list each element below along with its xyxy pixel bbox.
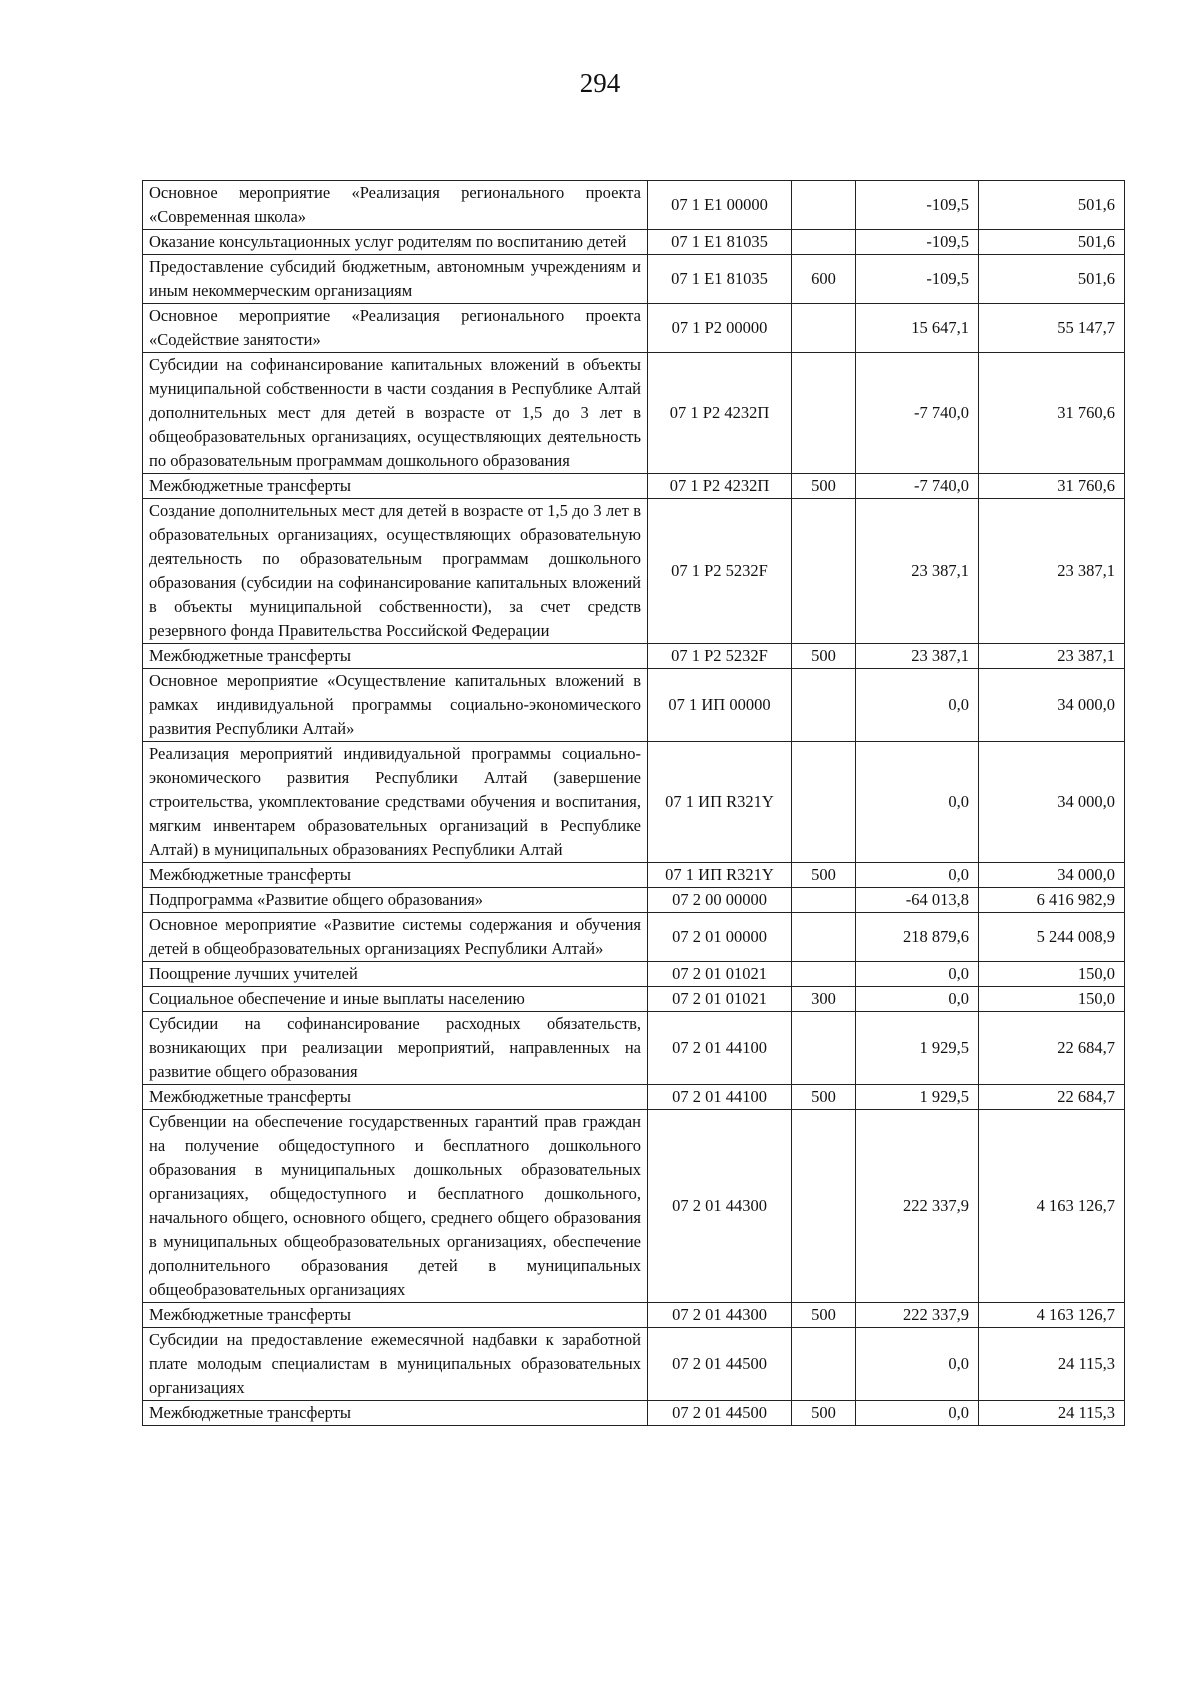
budget-table [142,180,1125,1426]
table-row [143,304,1125,353]
row-expense-type: 500 [792,863,856,888]
row-name: Межбюджетные трансферты [143,863,648,888]
row-target-code: 07 2 01 01021 [648,962,792,987]
row-amount-2: 4 163 126,7 [979,1303,1125,1328]
row-target-code: 07 1 ИП R321Y [648,742,792,863]
row-expense-type [792,304,856,353]
row-target-code: 07 2 01 44300 [648,1110,792,1303]
row-target-code: 07 2 01 44100 [648,1085,792,1110]
row-expense-type: 500 [792,1085,856,1110]
row-amount-1: 0,0 [856,1401,979,1426]
row-amount-2: 31 760,6 [979,353,1125,474]
row-amount-2: 5 244 008,9 [979,913,1125,962]
row-amount-2: 501,6 [979,181,1125,230]
row-amount-1: 218 879,6 [856,913,979,962]
row-amount-1: 0,0 [856,669,979,742]
row-amount-1: 0,0 [856,987,979,1012]
row-expense-type [792,1328,856,1401]
table-row [143,255,1125,304]
table-row [143,181,1125,230]
row-amount-1: 1 929,5 [856,1012,979,1085]
row-amount-1: 15 647,1 [856,304,979,353]
row-amount-1: 23 387,1 [856,644,979,669]
table-row [143,353,1125,474]
table-row [143,742,1125,863]
table-row [143,1401,1125,1426]
row-amount-1: 0,0 [856,742,979,863]
row-name: Субсидии на софинансирование расходных обязательств, возникающих при реализации мероприятий, направленных на развитие общего образования [143,1012,648,1085]
row-name: Основное мероприятие «Осуществление капитальных вложений в рамках индивидуальной программы социально-экономического развития Республики Алтай» [143,669,648,742]
row-name: Социальное обеспечение и иные выплаты населению [143,987,648,1012]
row-target-code: 07 2 01 00000 [648,913,792,962]
row-amount-2: 34 000,0 [979,863,1125,888]
row-expense-type: 500 [792,1303,856,1328]
row-amount-1: 0,0 [856,863,979,888]
row-name: Создание дополнительных мест для детей в возрасте от 1,5 до 3 лет в образовательных организациях, осуществляющих образовательную деятельность по образовательным программам дошкольного образования (субсидии на софинансирование капитальных вложений в объекты муниципальной собственности), за счет средств резервного фонда Правительства Российской Федерации [143,499,648,644]
row-name: Основное мероприятие «Развитие системы содержания и обучения детей в общеобразовательных организациях Республики Алтай» [143,913,648,962]
row-amount-2: 150,0 [979,962,1125,987]
row-amount-2: 24 115,3 [979,1401,1125,1426]
row-expense-type [792,230,856,255]
page-number: 294 [579,68,621,98]
row-amount-2: 22 684,7 [979,1012,1125,1085]
row-target-code: 07 2 01 01021 [648,987,792,1012]
row-expense-type [792,1110,856,1303]
row-name: Межбюджетные трансферты [143,1303,648,1328]
row-name: Межбюджетные трансферты [143,474,648,499]
row-amount-2: 501,6 [979,255,1125,304]
table-row [143,1085,1125,1110]
row-target-code: 07 1 P2 00000 [648,304,792,353]
row-amount-2: 22 684,7 [979,1085,1125,1110]
row-amount-2: 24 115,3 [979,1328,1125,1401]
row-amount-1: -109,5 [856,230,979,255]
row-expense-type [792,962,856,987]
row-expense-type [792,742,856,863]
row-expense-type [792,888,856,913]
row-expense-type: 300 [792,987,856,1012]
table-row [143,888,1125,913]
row-target-code: 07 2 01 44300 [648,1303,792,1328]
row-amount-2: 23 387,1 [979,644,1125,669]
row-name: Субсидии на софинансирование капитальных вложений в объекты муниципальной собственности в части создания в Республике Алтай дополнительных мест для детей в возрасте от 1,5 до 3 лет в общеобразовательных организациях, осуществляющих деятельность по образовательным программам дошкольного образования [143,353,648,474]
row-amount-1: 23 387,1 [856,499,979,644]
row-amount-1: 0,0 [856,1328,979,1401]
row-name: Реализация мероприятий индивидуальной программы социально-экономического развития Республики Алтай (завершение строительства, укомплектование средствами обучения и воспитания, мягким инвентарем образовательных организаций в Республике Алтай) в муниципальных образованиях Республики Алтай [143,742,648,863]
table-row [143,863,1125,888]
row-name: Основное мероприятие «Реализация регионального проекта «Содействие занятости» [143,304,648,353]
table-row [143,913,1125,962]
table-row [143,1110,1125,1303]
table-row [143,644,1125,669]
row-amount-1: 222 337,9 [856,1303,979,1328]
row-name: Субсидии на предоставление ежемесячной надбавки к заработной плате молодым специалистам в муниципальных образовательных организациях [143,1328,648,1401]
row-target-code: 07 1 E1 81035 [648,255,792,304]
row-target-code: 07 2 01 44100 [648,1012,792,1085]
row-expense-type: 500 [792,1401,856,1426]
table-row [143,230,1125,255]
row-amount-1: -64 013,8 [856,888,979,913]
row-target-code: 07 2 00 00000 [648,888,792,913]
row-amount-2: 501,6 [979,230,1125,255]
table-row [143,499,1125,644]
row-expense-type [792,669,856,742]
row-expense-type [792,499,856,644]
table-row [143,669,1125,742]
row-name: Межбюджетные трансферты [143,644,648,669]
row-expense-type: 500 [792,474,856,499]
row-amount-2: 34 000,0 [979,669,1125,742]
row-expense-type [792,1012,856,1085]
row-expense-type [792,181,856,230]
row-amount-1: 1 929,5 [856,1085,979,1110]
row-amount-1: 0,0 [856,962,979,987]
table-row [143,987,1125,1012]
row-target-code: 07 1 ИП R321Y [648,863,792,888]
row-target-code: 07 1 P2 5232F [648,499,792,644]
row-name: Оказание консультационных услуг родителям по воспитанию детей [143,230,648,255]
row-name: Поощрение лучших учителей [143,962,648,987]
row-name: Субвенции на обеспечение государственных гарантий прав граждан на получение общедоступного и бесплатного дошкольного образования в муниципальных дошкольных образовательных организациях, общедоступного и бесплатного дошкольного, начального общего, основного общего, среднего общего образования в муниципальных общеобразовательных организациях, обеспечение дополнительного образования детей в муниципальных общеобразовательных организациях [143,1110,648,1303]
row-target-code: 07 2 01 44500 [648,1328,792,1401]
row-amount-1: 222 337,9 [856,1110,979,1303]
row-target-code: 07 1 P2 4232П [648,474,792,499]
row-amount-2: 55 147,7 [979,304,1125,353]
table-row [143,1012,1125,1085]
row-amount-2: 31 760,6 [979,474,1125,499]
row-target-code: 07 1 ИП 00000 [648,669,792,742]
row-amount-2: 6 416 982,9 [979,888,1125,913]
row-expense-type: 600 [792,255,856,304]
row-name: Межбюджетные трансферты [143,1401,648,1426]
row-amount-2: 34 000,0 [979,742,1125,863]
row-expense-type [792,353,856,474]
row-target-code: 07 2 01 44500 [648,1401,792,1426]
row-name: Подпрограмма «Развитие общего образования» [143,888,648,913]
row-name: Межбюджетные трансферты [143,1085,648,1110]
row-amount-2: 4 163 126,7 [979,1110,1125,1303]
row-name: Предоставление субсидий бюджетным, автономным учреждениям и иным некоммерческим организациям [143,255,648,304]
row-target-code: 07 1 P2 4232П [648,353,792,474]
table-row [143,474,1125,499]
row-amount-1: -109,5 [856,255,979,304]
table-row [143,1303,1125,1328]
row-target-code: 07 1 E1 00000 [648,181,792,230]
row-amount-1: -7 740,0 [856,353,979,474]
row-amount-2: 23 387,1 [979,499,1125,644]
budget-table-body [143,181,1125,1426]
row-target-code: 07 1 E1 81035 [648,230,792,255]
table-row [143,962,1125,987]
row-expense-type [792,913,856,962]
table-row [143,1328,1125,1401]
row-amount-2: 150,0 [979,987,1125,1012]
row-amount-1: -7 740,0 [856,474,979,499]
row-amount-1: -109,5 [856,181,979,230]
row-expense-type: 500 [792,644,856,669]
row-target-code: 07 1 P2 5232F [648,644,792,669]
row-name: Основное мероприятие «Реализация регионального проекта «Современная школа» [143,181,648,230]
